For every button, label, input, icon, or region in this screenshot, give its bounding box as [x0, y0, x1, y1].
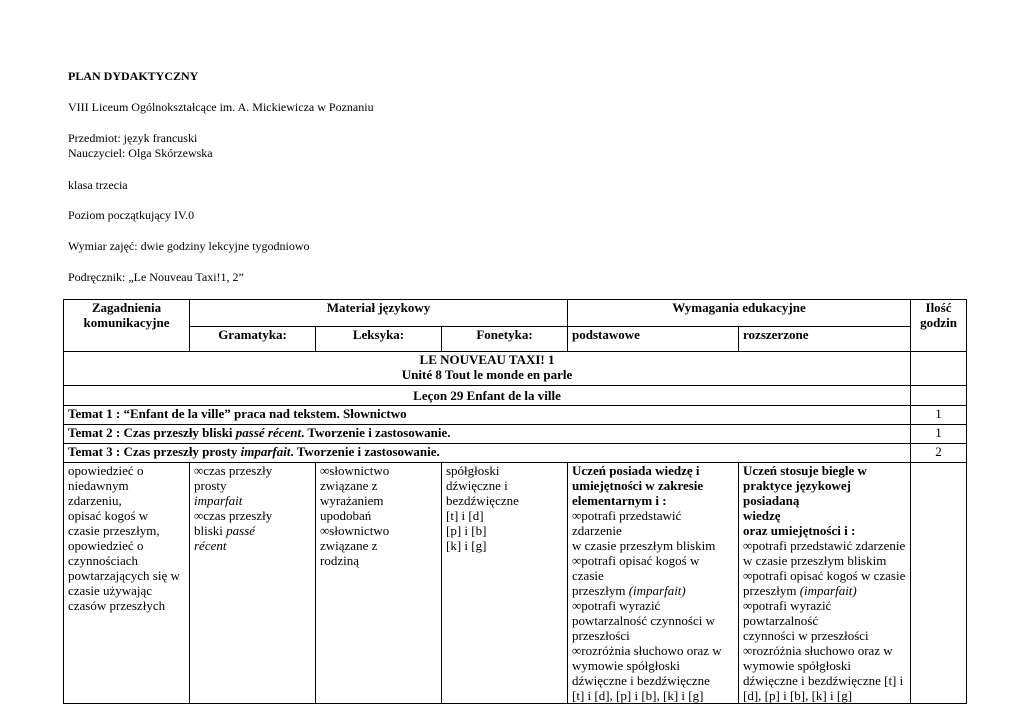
header-requirements: Wymagania edukacyjne	[568, 300, 911, 327]
document-title: PLAN DYDAKTYCZNY	[68, 69, 199, 83]
extended-requirements-cell: Uczeń stosuje biegle w praktyce językowej posiadaną wiedzę oraz umiejętności i : ∞potrafi przedstawić zdarzenie w czasie przeszłym bliskim ∞potrafi opisać kogoś w czasie przeszłym (imparfait) ∞potrafi wyrazić powtarzalność czynności w przeszłości ∞rozróżnia słuchowo oraz w wymowie spółgłoski dźwięczne i bezdźwięczne [t] i [d], [p] i [b], [k] i [g]	[739, 463, 911, 704]
header-lexis: Leksyka:	[316, 327, 442, 352]
theme-3: Temat 3 : Czas przeszły prosty imparfait. Tworzenie i zastosowanie.	[64, 444, 911, 463]
unit-hours-empty	[911, 352, 967, 386]
theme-1-hours: 1	[911, 406, 967, 425]
textbook-line: Podręcznik: „Le Nouveau Taxi!1, 2”	[68, 270, 244, 284]
theme-1: Temat 1 : “Enfant de la ville” praca nad tekstem. Słownictwo	[64, 406, 911, 425]
header-topics: Zagadnienia komunikacyjne	[64, 300, 190, 352]
school-name: VIII Liceum Ogólnokształcące im. A. Mickiewicza w Poznaniu	[68, 100, 374, 114]
content-hours-empty	[911, 463, 967, 704]
lesson-hours-empty	[911, 386, 967, 406]
subject-line: Przedmiot: język francuski	[68, 131, 198, 145]
plan-table	[63, 299, 967, 704]
header-grammar: Gramatyka:	[190, 327, 316, 352]
topics-cell: opowiedzieć o niedawnym zdarzeniu, opisać kogoś w czasie przeszłym, opowiedzieć o czynnościach powtarzających się w czasie używając czasów przeszłych	[64, 463, 190, 704]
theme-2-hours: 1	[911, 425, 967, 444]
basic-requirements-cell: Uczeń posiada wiedzę i umiejętności w zakresie elementarnym i : ∞potrafi przedstawić zdarzenie w czasie przeszłym bliskim ∞potrafi opisać kogoś w czasie przeszłym (imparfait) ∞potrafi wyrazić powtarzalność czynności w przeszłości ∞rozróżnia słuchowo oraz w wymowie spółgłoski dźwięczne i bezdźwięczne [t] i [d], [p] i [b], [k] i [g]	[568, 463, 739, 704]
header-extended: rozszerzone	[739, 327, 911, 352]
level-line: Poziom początkujący IV.0	[68, 208, 195, 222]
header-hours: Ilość godzin	[911, 300, 967, 352]
unit-title-line1: LE NOUVEAU TAXI! 1	[419, 352, 555, 367]
teacher-line: Nauczyciel: Olga Skórzewska	[68, 146, 213, 160]
unit-title	[64, 352, 911, 386]
phonetics-cell: spółgłoski dźwięczne i bezdźwięczne [t] i [d] [p] i [b] [k] i [g]	[442, 463, 568, 704]
header-language-material: Materiał językowy	[190, 300, 568, 327]
class-line: klasa trzecia	[68, 178, 128, 192]
hours-line: Wymiar zajęć: dwie godziny lekcyjne tygodniowo	[68, 239, 310, 253]
lexis-cell: ∞słownictwo związane z wyrażaniem upodobań ∞słownictwo związane z rodziną	[316, 463, 442, 704]
theme-3-hours: 2	[911, 444, 967, 463]
lesson-title: Leçon 29 Enfant de la ville	[64, 386, 911, 406]
unit-title-line2: Unité 8 Tout le monde en parle	[401, 367, 573, 382]
grammar-cell: ∞czas przeszły prosty imparfait ∞czas przeszły bliski passé récent	[190, 463, 316, 704]
header-phonetics: Fonetyka:	[442, 327, 568, 352]
header-basic: podstawowe	[568, 327, 739, 352]
theme-2: Temat 2 : Czas przeszły bliski passé récent. Tworzenie i zastosowanie.	[64, 425, 911, 444]
